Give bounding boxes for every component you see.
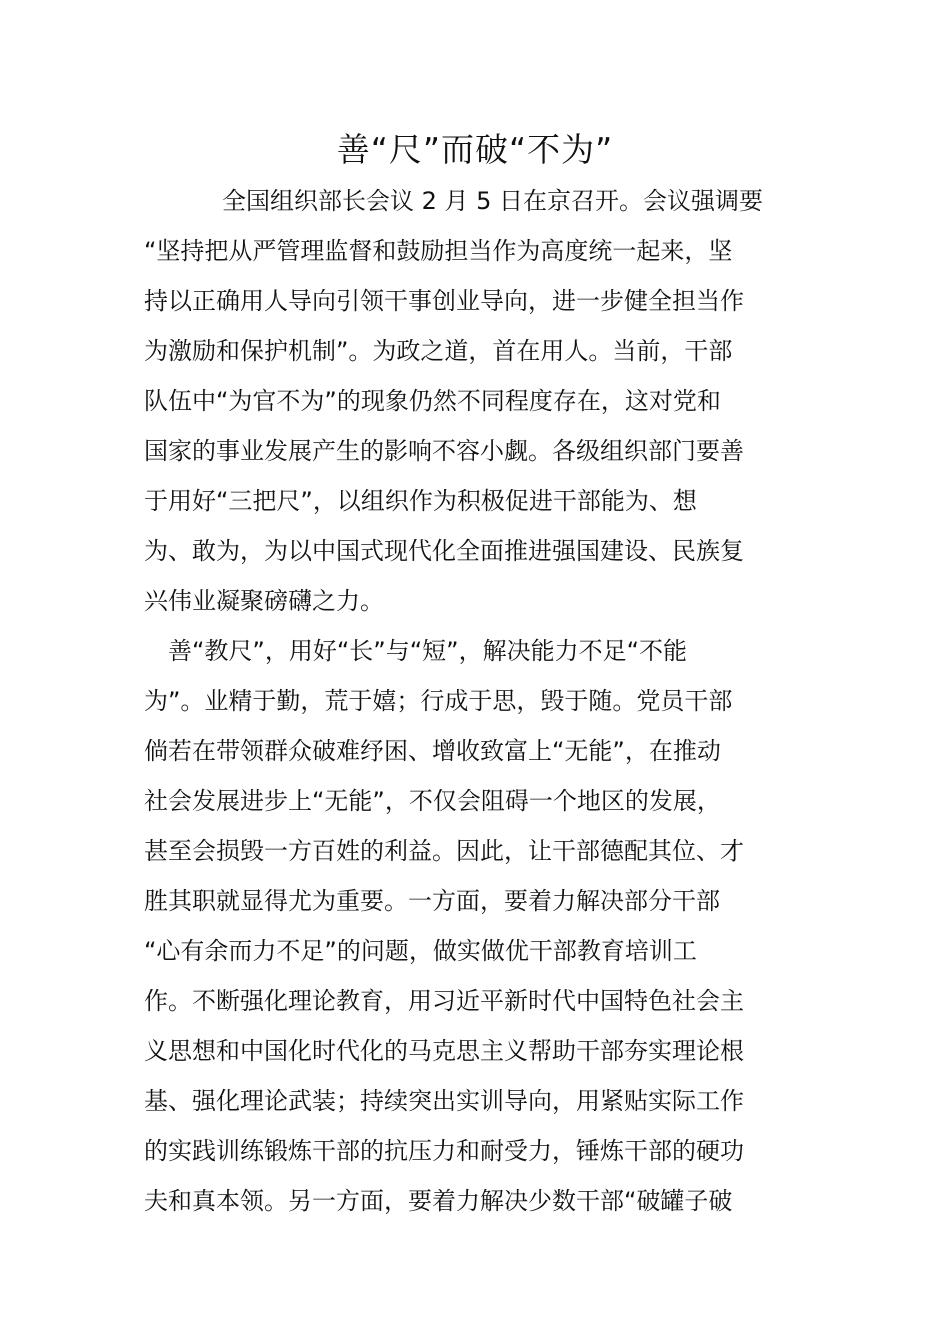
text-line: “坚持把从严管理监督和鼓励担当作为高度统一起来，坚: [144, 237, 733, 265]
text-line: 国家的事业发展产生的影响不容小觑。各级组织部门要善: [144, 437, 744, 465]
text-line: 队伍中“为官不为”的现象仍然不同程度存在，这对党和: [144, 387, 721, 415]
text-line: 为、敢为，为以中国式现代化全面推进强国建设、民族复: [144, 537, 744, 565]
text-line: 夫和真本领。另一方面，要着力解决少数干部“破罐子破: [144, 1187, 733, 1215]
text-line: 社会发展进步上“无能”，不仅会阻碍一个地区的发展，: [144, 787, 721, 815]
document-title: 善“尺”而破“不为”: [336, 130, 614, 169]
text-line: 兴伟业凝聚磅礴之力。: [144, 587, 384, 615]
text-line: 善“教尺”，用好“长”与“短”，解决能力不足“不能: [168, 637, 688, 665]
document-body: [144, 176, 808, 1226]
text-line: 持以正确用人导向引领干事创业导向，进一步健全担当作: [144, 287, 744, 315]
text-line: 全国组织部长会议 2 月 5 日在京召开。会议强调要: [222, 187, 764, 215]
text-line: 甚至会损毁一方百姓的利益。因此，让干部德配其位、才: [144, 837, 744, 865]
text-line: 倘若在带领群众破难纾困、增收致富上“无能”，在推动: [144, 737, 721, 765]
text-line: 为”。业精于勤，荒于嬉；行成于思，毁于随。党员干部: [144, 687, 733, 715]
text-line: “心有余而力不足”的问题，做实做优干部教育培训工: [144, 937, 697, 965]
text-line: 基、强化理论武装；持续突出实训导向，用紧贴实际工作: [144, 1087, 744, 1115]
text-line: 的实践训练锻炼干部的抗压力和耐受力，锤炼干部的硬功: [144, 1137, 744, 1165]
text-line: 为激励和保护机制”。为政之道，首在用人。当前，干部: [144, 337, 733, 365]
text-line: 于用好“三把尺”，以组织作为积极促进干部能为、想: [144, 487, 697, 515]
text-line: 胜其职就显得尤为重要。一方面，要着力解决部分干部: [144, 887, 720, 915]
text-line: 义思想和中国化时代化的马克思主义帮助干部夯实理论根: [144, 1037, 744, 1065]
text-line: 作。不断强化理论教育，用习近平新时代中国特色社会主: [144, 987, 744, 1015]
